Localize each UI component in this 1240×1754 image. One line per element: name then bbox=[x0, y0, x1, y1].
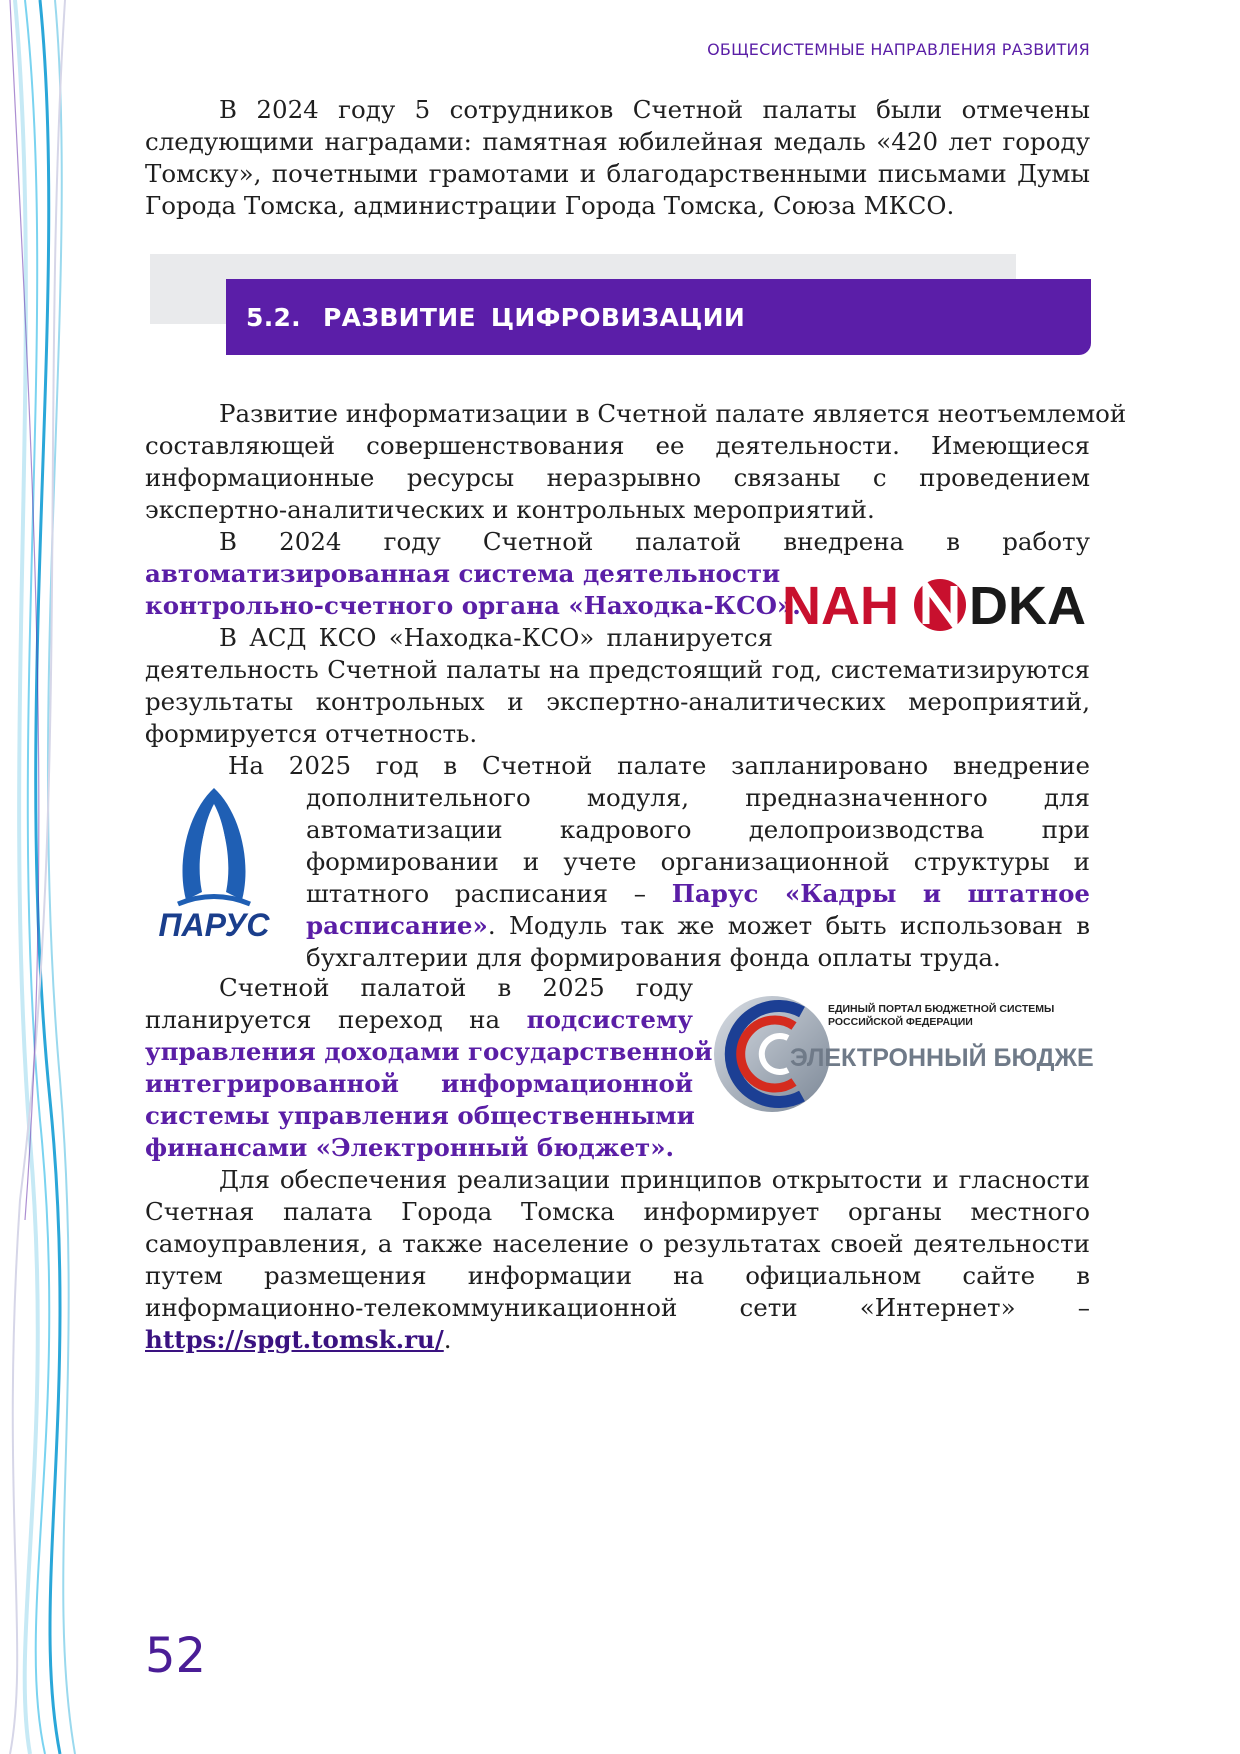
text-line: Развитие информатизации в Счетной палате является неотъемлемой bbox=[219, 399, 1127, 428]
text-line bbox=[306, 878, 1090, 910]
text-line: Счетной палатой в 2025 году bbox=[219, 973, 693, 1002]
budget-highlight: управления доходами государственной bbox=[145, 1037, 713, 1066]
text-line: экспертно-аналитических и контрольных мероприятий. bbox=[145, 495, 875, 524]
text-span: штатного расписания – bbox=[306, 879, 672, 908]
text-line: деятельность Счетной палаты на предстоящий год, систематизируются bbox=[145, 655, 1090, 684]
text-line: формировании и учете организационной структуры и bbox=[306, 847, 1090, 876]
text-line: В 2024 году 5 сотрудников Счетной палаты были отмечены bbox=[219, 95, 1090, 124]
asd-paragraph-start bbox=[145, 622, 773, 654]
text-line: результаты контрольных и экспертно-аналитических мероприятий, bbox=[145, 687, 1090, 716]
text-line: Счетная палата Города Томска информирует органы местного bbox=[145, 1197, 1090, 1226]
nahodka-logo-left: NAH bbox=[782, 576, 899, 634]
text-line: бухгалтерии для формирования фонда оплаты труда. bbox=[306, 943, 1001, 972]
text-line: составляющей совершенствования ее деятельности. Имеющиеся bbox=[145, 431, 1090, 460]
budget-paragraph bbox=[145, 972, 713, 1164]
section-number: 5.2. bbox=[246, 302, 301, 332]
text-line: дополнительного модуля, предназначенного для bbox=[306, 783, 1090, 812]
text-line: На 2025 год в Счетной палате запланировано внедрение bbox=[228, 751, 1090, 780]
text-line: путем размещения информации на официальном сайте в bbox=[145, 1261, 1090, 1290]
text-line: информационные ресурсы неразрывно связаны с проведением bbox=[145, 463, 1090, 492]
text-line: Для обеспечения реализации принципов открытости и гласности bbox=[219, 1165, 1090, 1194]
section-heading-bar bbox=[226, 279, 1091, 355]
page-number: 52 bbox=[145, 1628, 207, 1684]
website-link[interactable]: https://spgt.tomsk.ru/ bbox=[145, 1325, 444, 1354]
text-line: Города Томска, администрации Города Томска, Союза МКСО. bbox=[145, 191, 955, 220]
parus-wave bbox=[178, 897, 250, 905]
text-span: планируется переход на bbox=[145, 1005, 527, 1034]
nahodka-logo bbox=[782, 572, 1092, 634]
intro-paragraph bbox=[145, 94, 1090, 222]
budget-highlight: подсистему bbox=[526, 1005, 693, 1034]
text-line: формируется отчетность. bbox=[145, 719, 478, 748]
budget-highlight: интегрированной информационной bbox=[145, 1069, 693, 1098]
budget-wordmark: ЭЛЕКТРОННЫЙ БЮДЖЕТ bbox=[790, 1044, 1094, 1072]
parus-logo bbox=[148, 782, 280, 942]
parus-highlight: расписание» bbox=[306, 911, 488, 940]
text-span: . Модуль так же может быть использован в bbox=[487, 911, 1090, 940]
link-tail: . bbox=[443, 1325, 452, 1354]
budget-highlight: финансами «Электронный бюджет». bbox=[145, 1133, 675, 1162]
budget-highlight: системы управления общественными bbox=[145, 1101, 695, 1130]
section-title: РАЗВИТИЕ ЦИФРОВИЗАЦИИ bbox=[322, 302, 746, 332]
budget-portal-line2: РОССИЙСКОЙ ФЕДЕРАЦИИ bbox=[828, 1016, 973, 1028]
text-line: информационно-телекоммуникационной сети «Интернет» – bbox=[145, 1293, 1090, 1322]
highlight-line: автоматизированная система деятельности bbox=[145, 559, 781, 588]
text-line: автоматизации кадрового делопроизводства при bbox=[306, 815, 1090, 844]
text-line: В 2024 году Счетной палатой внедрена в работу bbox=[219, 527, 1090, 556]
digitalization-paragraph bbox=[145, 398, 1127, 526]
highlight-line: контрольно-счетного органа «Находка-КСО». bbox=[145, 591, 801, 620]
text-line bbox=[145, 1004, 693, 1036]
nahodka-paragraph bbox=[145, 526, 1090, 558]
nahodka-logo-right: DKA bbox=[969, 576, 1086, 634]
nahodka-highlight bbox=[145, 558, 801, 622]
text-line: следующими наградами: памятная юбилейная медаль «420 лет городу bbox=[145, 127, 1090, 156]
parus-wordmark: ПАРУС bbox=[158, 907, 270, 942]
asd-paragraph bbox=[145, 654, 1090, 750]
text-line: В АСД КСО «Находка-КСО» планируется bbox=[219, 623, 773, 652]
running-header: ОБЩЕСИСТЕМНЫЕ НАПРАВЛЕНИЯ РАЗВИТИЯ bbox=[707, 40, 1090, 59]
text-line: самоуправления, а также население о результатах своей деятельности bbox=[145, 1229, 1090, 1258]
text-line bbox=[145, 1324, 1090, 1356]
parus-highlight: Парус «Кадры и штатное bbox=[671, 879, 1090, 908]
budget-portal-line1: ЕДИНЫЙ ПОРТАЛ БЮДЖЕТНОЙ СИСТЕМЫ bbox=[828, 1003, 1055, 1015]
parus-paragraph-start bbox=[224, 750, 1090, 782]
openness-paragraph bbox=[145, 1164, 1090, 1356]
decorative-swoosh bbox=[0, 0, 90, 1754]
parus-paragraph bbox=[306, 782, 1090, 974]
text-line: Томску», почетными грамотами и благодарственными письмами Думы bbox=[145, 159, 1090, 188]
electronic-budget-logo bbox=[710, 990, 1094, 1118]
text-line bbox=[306, 910, 1090, 942]
